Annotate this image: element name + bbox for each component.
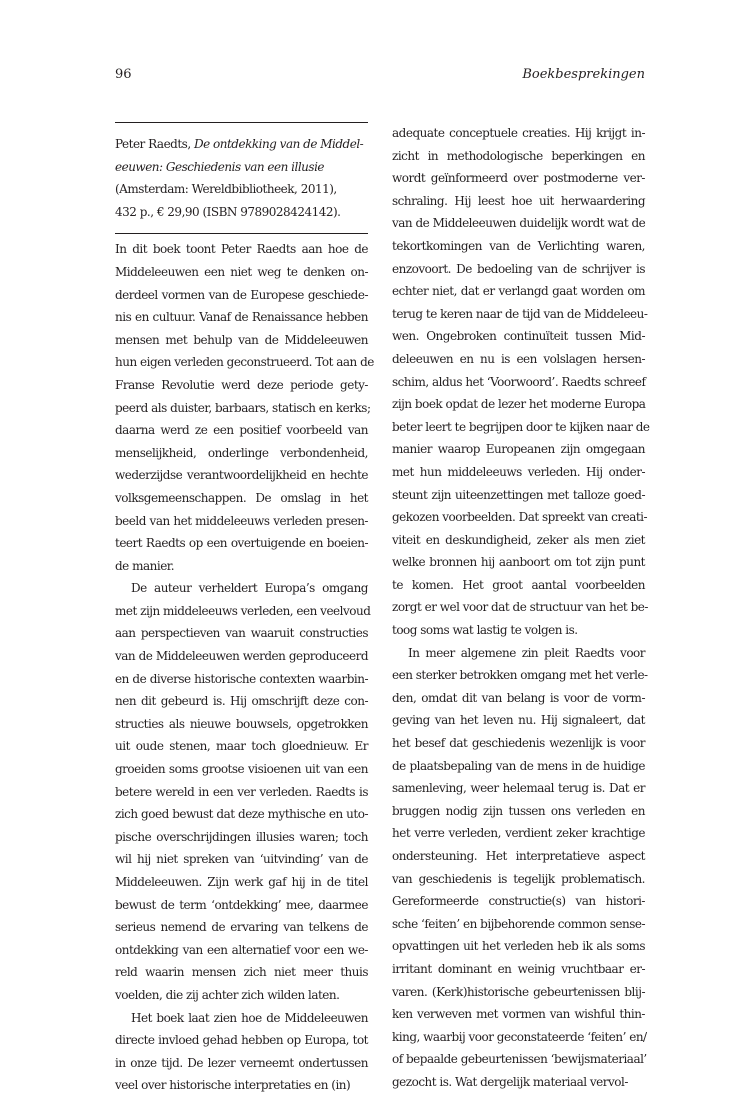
text-line: ken verweven met vormen van wishful thin- [392, 1007, 645, 1022]
text-line: toog soms wat lastig te volgen is. [392, 623, 578, 638]
text-line: Middeleeuwen een niet weg te denken on- [115, 264, 368, 279]
text-line: wederzijdse verantwoordelijkheid en hechte [115, 468, 368, 483]
text-line: echter niet, dat er verlangd gaat worden om [392, 284, 645, 299]
text-line: zich goed bewust dat deze mythische en uto- [115, 807, 368, 822]
paragraph [115, 577, 371, 1006]
text-line: zijn boek opdat de lezer het moderne Europa [392, 397, 646, 412]
text-line: den, omdat dit van belang is voor de vorm- [392, 690, 645, 705]
text-line: een sterker betrokken omgang met het verle- [392, 668, 648, 683]
citation-author: Peter Raedts, [115, 137, 194, 151]
text-line: viteit en deskundigheid, zeker als men ziet [392, 532, 645, 547]
text-line: ondersteuning. Het interpretatieve aspect [392, 849, 645, 863]
text-line: Het boek laat zien hoe de Middeleeuwen [131, 1010, 368, 1025]
running-head: Boekbesprekingen [522, 67, 645, 82]
text-line: serieus nemend de ervaring van telkens de [115, 920, 368, 935]
text-line: nen dit gebeurd is. Hij omschrijft deze con- [115, 694, 368, 709]
right-body [392, 122, 650, 1094]
text-line: beter leert te begrijpen door te kijken naar de [392, 419, 650, 434]
page-number: 96 [115, 67, 132, 82]
paragraph [392, 122, 650, 642]
text-line: volksgemeenschappen. De omslag in het [115, 490, 368, 505]
text-line: gekozen voorbeelden. Dat spreekt van creati- [392, 510, 648, 525]
text-line: peerd als duister, barbaars, statisch en kerks; [115, 400, 371, 415]
text-line: bruggen nodig zijn tussen ons verleden en [392, 803, 645, 818]
book-citation [115, 123, 368, 233]
text-line: veel over historische interpretaties en (in) [115, 1078, 351, 1093]
left-column [115, 122, 374, 1097]
text-line: van de Middeleeuwen duidelijk wordt wat de [392, 216, 646, 231]
text-line: king, waarbij voor geconstateerde ‘feiten’ en/ [392, 1029, 647, 1044]
text-line: beeld van het middeleeuws verleden presen- [115, 513, 368, 528]
paragraph [115, 238, 374, 577]
text-line: manier waarop Europeanen zijn omgegaan [392, 442, 645, 457]
text-line: in onze tijd. De lezer verneemt ondertussen [115, 1055, 368, 1070]
text-line: met zijn middeleeuws verleden, een veelvoud [115, 603, 371, 618]
text-line: terug te keren naar de tijd van de Middeleeu- [392, 306, 648, 321]
text-line: Gereformeerde constructie(s) van histori- [392, 894, 645, 909]
text-line: De auteur verheldert Europa’s omgang [131, 581, 368, 596]
citation-publisher: (Amsterdam: Wereldbibliotheek, 2011), [115, 182, 337, 197]
text-line: In dit boek toont Peter Raedts aan hoe de [115, 242, 368, 257]
text-line: derdeel vormen van de Europese geschiede- [115, 287, 368, 302]
text-line: irritant dominant en weinig vruchtbaar er- [392, 961, 645, 976]
text-line: met hun middeleeuws verleden. Hij onder- [392, 464, 645, 479]
text-line: uit oude stenen, maar toch gloednieuw. Er [115, 739, 368, 754]
text-line: steunt zijn uiteenzettingen met talloze goed- [392, 487, 645, 502]
text-line: daarna werd ze een positief voorbeeld van [115, 423, 368, 438]
text-line: te komen. Het groot aantal voorbeelden [392, 577, 645, 592]
text-line: bewust de term ‘ontdekking’ mee, daarmee [115, 897, 368, 912]
text-line: gezocht is. Wat dergelijk materiaal vervol- [392, 1074, 628, 1089]
text-line: sche ‘feiten’ en bijbehorende common sense- [392, 916, 646, 931]
text-line: het verre verleden, verdient zeker krachtige [392, 826, 645, 841]
text-line: het besef dat geschiedenis wezenlijk is voor [392, 736, 645, 751]
text-line: reld waarin mensen zich niet meer thuis [115, 965, 368, 980]
text-line: nis en cultuur. Vanaf de Renaissance hebben [115, 310, 368, 325]
text-line: wen. Ongebroken continuïteit tussen Mid- [392, 329, 645, 344]
left-body [115, 238, 374, 1097]
text-line: teert Raedts op een overtuigende en boeien- [115, 536, 368, 551]
paragraph [115, 1007, 368, 1097]
citation-title-1: De ontdekking van de Middel- [193, 137, 364, 151]
text-line: van de Middeleeuwen werden geproduceerd [115, 649, 368, 664]
text-line: schim, aldus het ‘Voorwoord’. Raedts schreef [392, 374, 646, 389]
text-line: voelden, die zij achter zich wilden laten. [115, 987, 340, 1002]
text-line: groeiden soms grootse visioenen uit van een [115, 762, 368, 777]
text-line: ontdekking van een alternatief voor een we- [115, 942, 368, 957]
text-line: In meer algemene zin pleit Raedts voor [408, 645, 645, 660]
citation-line-1 [115, 133, 368, 156]
text-line: betere wereld in een ver verleden. Raedts is [115, 784, 368, 799]
text-line: de plaatsbepaling van de mens in de huidige [392, 758, 645, 773]
text-line: menselijkheid, onderlinge verbondenheid, [115, 445, 368, 460]
text-line: geving van het leven nu. Hij signaleert, dat [392, 713, 645, 728]
text-line: Franse Revolutie werd deze periode gety- [115, 377, 368, 392]
text-line: tekortkomingen van de Verlichting waren, [392, 238, 645, 253]
text-line: Middeleeuwen. Zijn werk gaf hij in de titel [115, 875, 368, 889]
text-line: hun eigen verleden geconstrueerd. Tot aan de [115, 355, 374, 370]
text-line: enzovoort. De bedoeling van de schrijver is [392, 261, 645, 276]
text-line: varen. (Kerk)historische gebeurtenissen blij- [392, 984, 645, 999]
text-line: schraling. Hij leest hoe uit herwaardering [392, 193, 645, 208]
citation-price-isbn: 432 p., € 29,90 (ISBN 9789028424142). [115, 204, 341, 219]
text-line: opvattingen uit het verleden heb ik als soms [392, 939, 645, 954]
text-line: adequate conceptuele creaties. Hij krijgt in- [392, 126, 645, 140]
text-line: en de diverse historische contexten waarbin- [115, 671, 368, 686]
text-line: zicht in methodologische beperkingen en [392, 148, 645, 163]
citation-title-2: eeuwen: Geschiedenis van een illusie [115, 159, 325, 174]
text-line: of bepaalde gebeurtenissen ‘bewijsmateriaal’ [392, 1052, 647, 1067]
right-column [392, 122, 650, 1094]
paragraph [392, 642, 648, 1094]
text-line: wil hij niet spreken van ‘uitvinding’ van de [115, 852, 368, 867]
text-line: de manier. [115, 558, 175, 573]
text-line: samenleving, weer helemaal terug is. Dat er [392, 781, 645, 796]
text-line: directe invloed gehad hebben op Europa, tot [115, 1033, 368, 1048]
text-line: welke bronnen hij aanboort om tot zijn punt [392, 555, 645, 570]
text-line: wordt geïnformeerd over postmoderne ver- [392, 171, 645, 186]
text-line: aan perspectieven van waaruit constructies [115, 626, 368, 641]
text-line: deleeuwen en nu is een volslagen hersen- [392, 351, 645, 366]
citation-bottom-rule [115, 233, 368, 234]
text-line: structies als nieuwe bouwsels, opgetrokken [115, 716, 368, 731]
text-line: van geschiedenis is tegelijk problematisch. [392, 871, 645, 886]
text-line: zorgt er wel voor dat de structuur van het be- [392, 600, 648, 615]
text-line: mensen met behulp van de Middeleeuwen [115, 332, 368, 347]
text-line: pische overschrijdingen illusies waren; toch [115, 829, 368, 844]
